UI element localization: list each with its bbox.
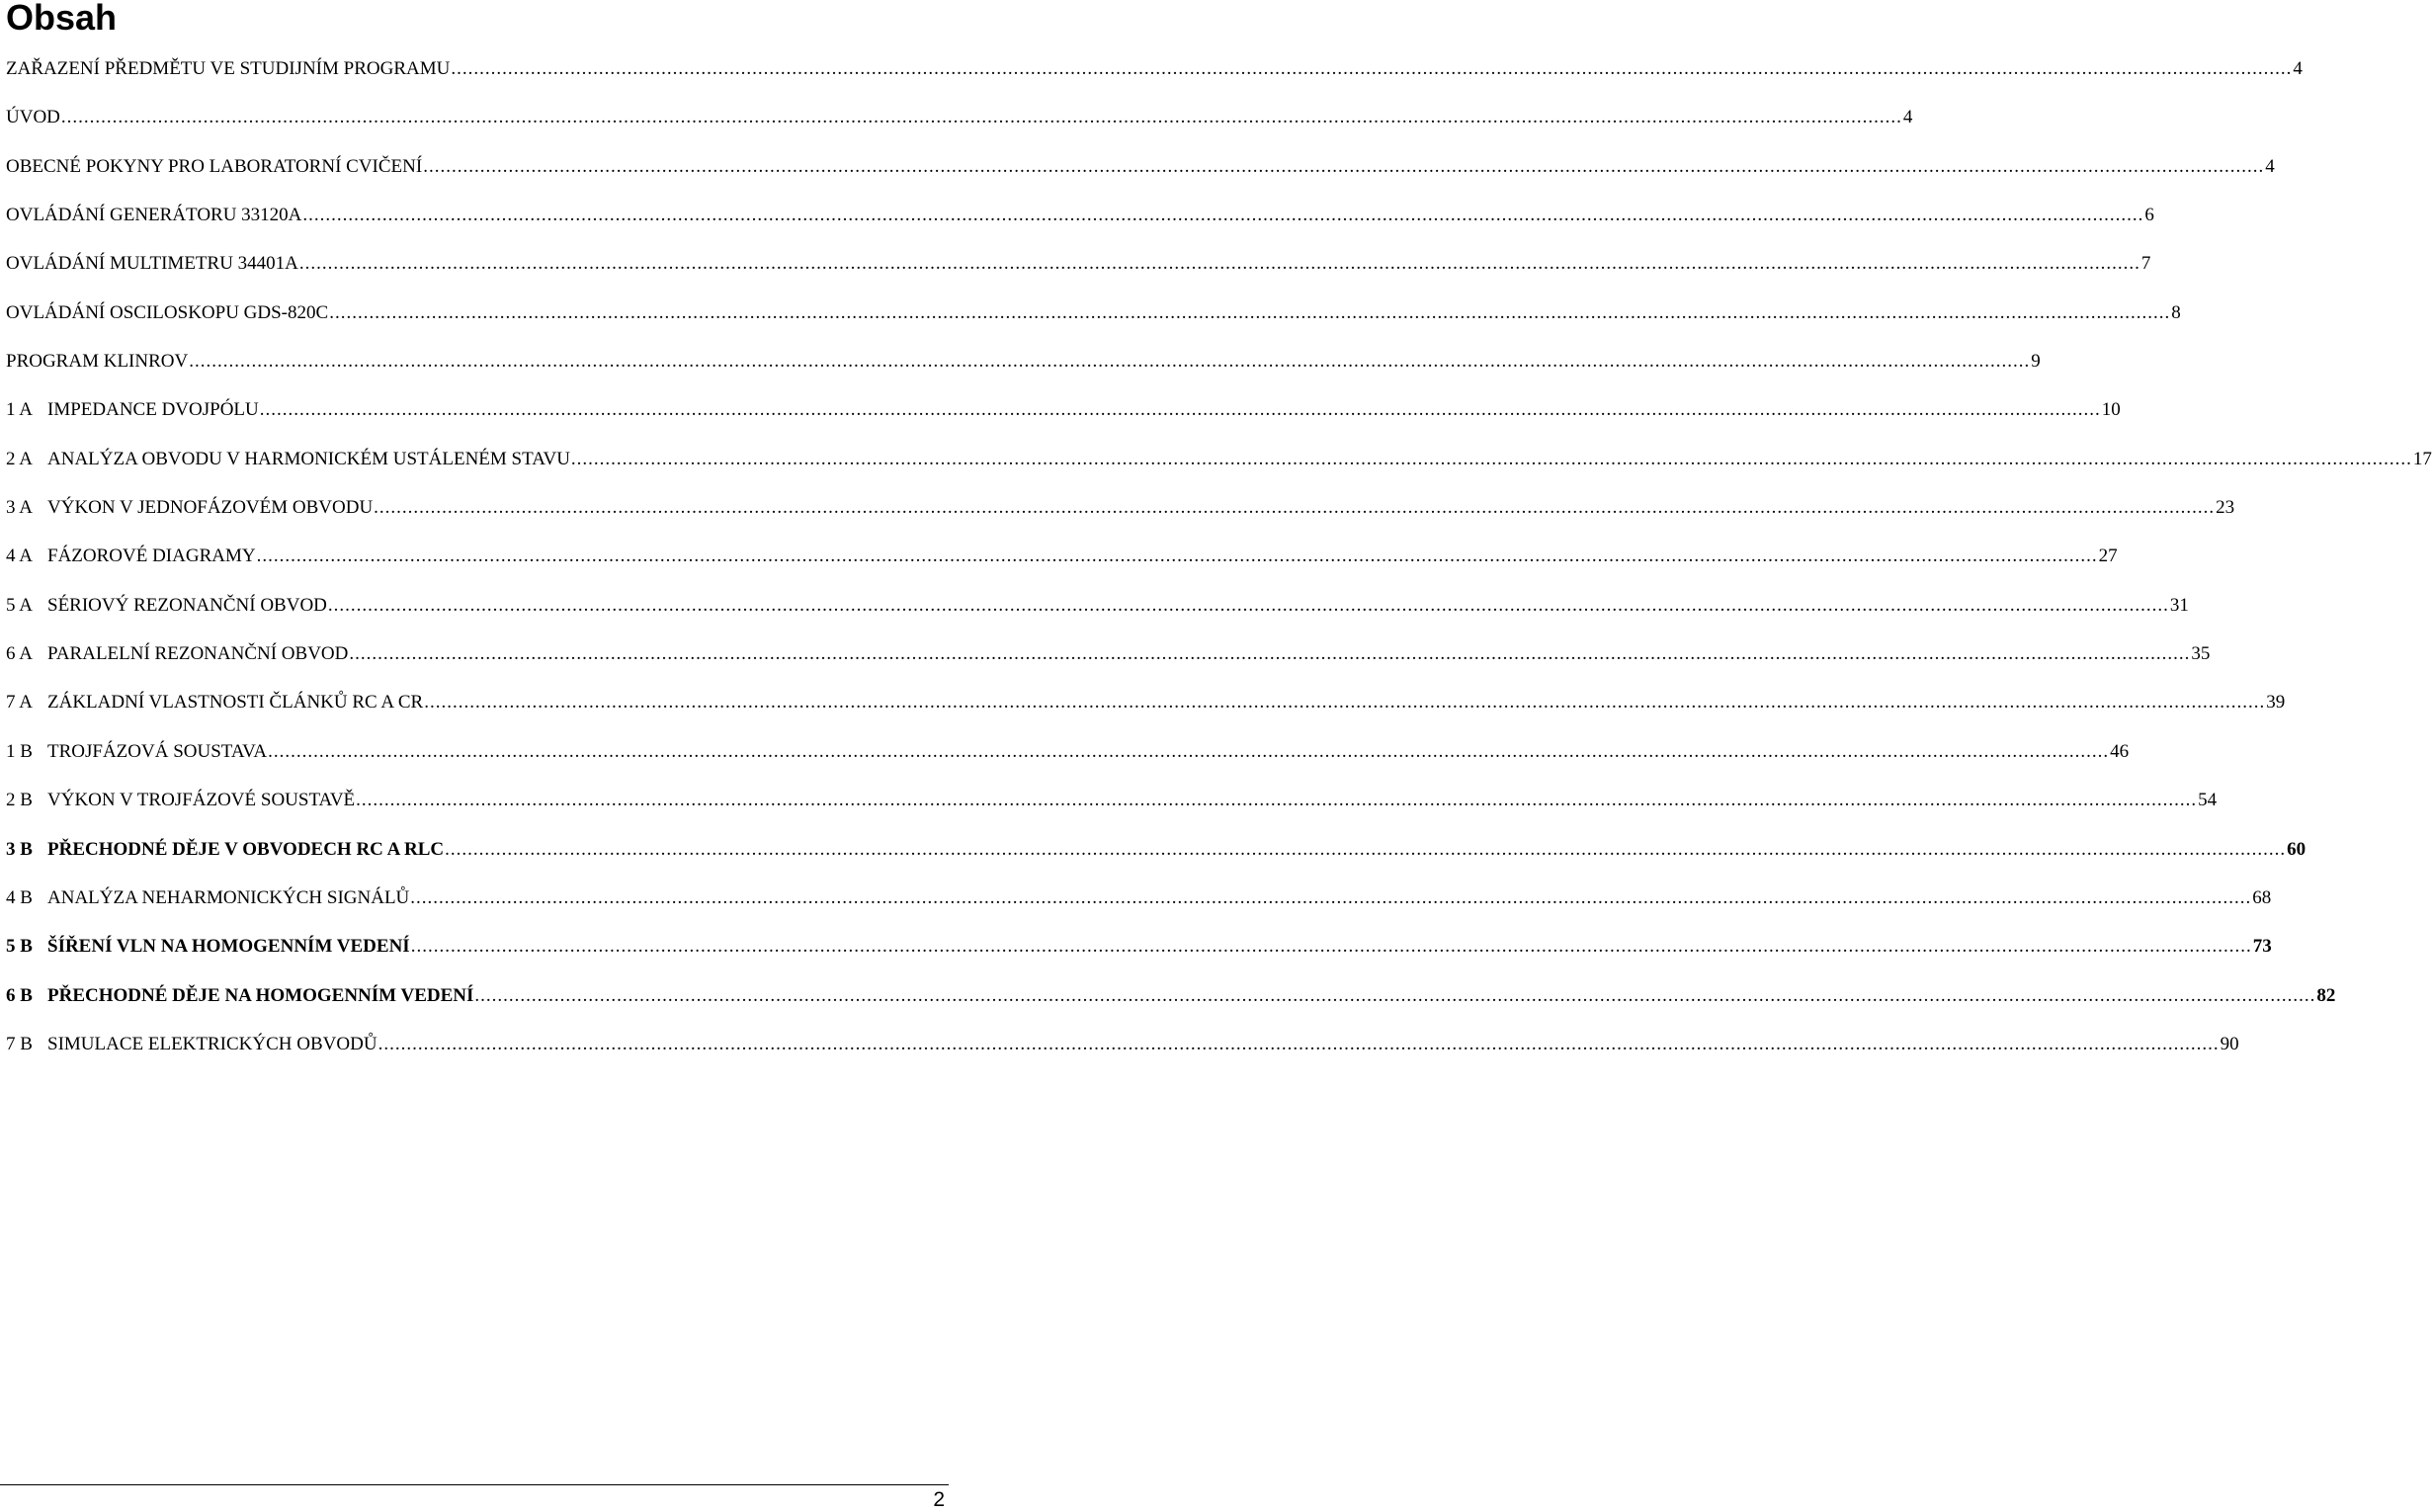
toc-entry-label: ŠÍŘENÍ VLN NA HOMOGENNÍM VEDENÍ bbox=[47, 936, 410, 958]
toc-entry-page-number: 10 bbox=[2101, 399, 2121, 421]
toc-entry[interactable] bbox=[6, 436, 2432, 484]
footer-divider bbox=[0, 1484, 949, 1485]
toc-entry-page-number: 7 bbox=[2140, 253, 2151, 275]
toc-dot-leader bbox=[451, 58, 2292, 80]
table-of-contents bbox=[6, 45, 2432, 1069]
toc-entry-label: SIMULACE ELEKTRICKÝCH OBVODŮ bbox=[47, 1033, 377, 1054]
toc-entry[interactable] bbox=[6, 1021, 2239, 1069]
toc-entry-page-number: 4 bbox=[2293, 58, 2303, 79]
toc-entry[interactable] bbox=[6, 386, 2121, 435]
toc-entry[interactable] bbox=[6, 192, 2154, 240]
toc-dot-leader bbox=[445, 839, 2286, 861]
toc-entry[interactable] bbox=[6, 533, 2118, 581]
toc-entry[interactable] bbox=[6, 240, 2151, 289]
toc-entry-number: 1 B bbox=[6, 740, 33, 762]
toc-entry-number: 2 A bbox=[6, 448, 33, 469]
toc-entry-label: OBECNÉ POKYNY PRO LABORATORNÍ CVIČENÍ bbox=[6, 155, 423, 177]
toc-entry-page-number: 17 bbox=[2412, 448, 2432, 469]
toc-entry-page-number: 8 bbox=[2171, 301, 2181, 323]
toc-entry-page-number: 4 bbox=[1902, 107, 1913, 128]
toc-entry[interactable] bbox=[6, 777, 2218, 825]
toc-entry-label: IMPEDANCE DVOJPÓLU bbox=[47, 399, 259, 421]
toc-entry-label: OVLÁDÁNÍ MULTIMETRU 34401A bbox=[6, 253, 298, 275]
toc-entry-page-number: 6 bbox=[2144, 205, 2154, 226]
toc-entry-label: PŘECHODNÉ DĚJE NA HOMOGENNÍM VEDENÍ bbox=[47, 984, 474, 1006]
toc-dot-leader bbox=[260, 399, 2101, 421]
toc-entry[interactable] bbox=[6, 923, 2272, 971]
toc-entry-label: ÚVOD bbox=[6, 107, 60, 128]
toc-entry-number: 4 A bbox=[6, 546, 33, 567]
toc-entry[interactable] bbox=[6, 45, 2303, 94]
toc-entry-page-number: 68 bbox=[2252, 886, 2272, 908]
toc-entry-number: 5 B bbox=[6, 936, 33, 958]
toc-dot-leader bbox=[374, 497, 2215, 519]
toc-dot-leader bbox=[61, 107, 1902, 128]
toc-entry-page-number: 4 bbox=[2265, 155, 2275, 177]
toc-entry-label: VÝKON V TROJFÁZOVÉ SOUSTAVĚ bbox=[47, 790, 356, 811]
toc-dot-leader bbox=[571, 449, 2412, 470]
toc-dot-leader bbox=[302, 205, 2143, 226]
toc-entry[interactable] bbox=[6, 826, 2306, 875]
toc-entry-label: ZAŘAZENÍ PŘEDMĚTU VE STUDIJNÍM PROGRAMU bbox=[6, 58, 451, 79]
toc-entry-label: FÁZOROVÉ DIAGRAMY bbox=[47, 546, 256, 567]
toc-dot-leader bbox=[474, 985, 2315, 1007]
toc-entry-page-number: 27 bbox=[2098, 546, 2118, 567]
toc-entry-number: 3 A bbox=[6, 497, 33, 519]
toc-entry[interactable] bbox=[6, 290, 2181, 338]
toc-dot-leader bbox=[299, 253, 2140, 275]
toc-dot-leader bbox=[189, 351, 2030, 373]
toc-dot-leader bbox=[329, 302, 2170, 324]
toc-entry-page-number: 54 bbox=[2198, 790, 2218, 811]
toc-dot-leader bbox=[423, 156, 2264, 178]
toc-entry-page-number: 46 bbox=[2110, 740, 2130, 762]
toc-dot-leader bbox=[328, 595, 2169, 617]
toc-entry[interactable] bbox=[6, 484, 2235, 533]
toc-entry-number: 5 A bbox=[6, 594, 33, 616]
toc-entry-number: 2 B bbox=[6, 790, 33, 811]
toc-entry-label: ZÁKLADNÍ VLASTNOSTI ČLÁNKŮ RC A CR bbox=[47, 692, 424, 714]
toc-entry[interactable] bbox=[6, 94, 1913, 142]
toc-entry[interactable] bbox=[6, 338, 2041, 386]
toc-entry-label: OVLÁDÁNÍ OSCILOSKOPU GDS-820C bbox=[6, 301, 329, 323]
toc-entry[interactable] bbox=[6, 972, 2336, 1021]
toc-entry-page-number: 23 bbox=[2216, 497, 2235, 519]
toc-entry-label: PARALELNÍ REZONANČNÍ OBVOD bbox=[47, 643, 349, 665]
toc-entry[interactable] bbox=[6, 679, 2286, 727]
toc-entry-label: PŘECHODNÉ DĚJE V OBVODECH RC A RLC bbox=[47, 838, 445, 860]
toc-entry-label: ANALÝZA OBVODU V HARMONICKÉM USTÁLENÉM STAVU bbox=[47, 448, 570, 469]
toc-entry-number: 6 A bbox=[6, 643, 33, 665]
toc-entry-number: 6 B bbox=[6, 984, 33, 1006]
toc-entry-label: TROJFÁZOVÁ SOUSTAVA bbox=[47, 740, 268, 762]
toc-entry-number: 7 B bbox=[6, 1033, 33, 1054]
toc-dot-leader bbox=[411, 936, 2252, 958]
toc-entry-number: 3 B bbox=[6, 838, 33, 860]
toc-entry-page-number: 9 bbox=[2031, 351, 2041, 373]
toc-entry-page-number: 90 bbox=[2220, 1033, 2239, 1054]
toc-entry-label: PROGRAM KLINROV bbox=[6, 351, 189, 373]
toc-entry[interactable] bbox=[6, 630, 2211, 679]
toc-entry-number: 1 A bbox=[6, 399, 33, 421]
toc-entry[interactable] bbox=[6, 875, 2272, 923]
toc-entry[interactable] bbox=[6, 143, 2275, 192]
toc-dot-leader bbox=[268, 741, 2109, 763]
page-number: 2 bbox=[933, 1488, 945, 1511]
toc-entry[interactable] bbox=[6, 582, 2189, 630]
toc-dot-leader bbox=[257, 546, 2098, 567]
toc-entry-number: 4 B bbox=[6, 886, 33, 908]
toc-dot-leader bbox=[378, 1034, 2220, 1055]
toc-entry-label: OVLÁDÁNÍ GENERÁTORU 33120A bbox=[6, 205, 302, 226]
toc-entry-page-number: 60 bbox=[2287, 838, 2306, 860]
toc-entry-page-number: 39 bbox=[2266, 692, 2286, 714]
toc-dot-leader bbox=[410, 887, 2251, 909]
toc-dot-leader bbox=[424, 692, 2265, 714]
toc-entry-page-number: 82 bbox=[2316, 984, 2336, 1006]
toc-entry-page-number: 73 bbox=[2252, 936, 2272, 958]
toc-entry-label: SÉRIOVÝ REZONANČNÍ OBVOD bbox=[47, 594, 327, 616]
toc-entry-page-number: 31 bbox=[2169, 594, 2189, 616]
toc-entry[interactable] bbox=[6, 728, 2130, 777]
toc-dot-leader bbox=[349, 643, 2190, 665]
toc-entry-page-number: 35 bbox=[2191, 643, 2211, 665]
page-title: Obsah bbox=[6, 0, 118, 38]
toc-entry-label: ANALÝZA NEHARMONICKÝCH SIGNÁLŮ bbox=[47, 886, 410, 908]
toc-dot-leader bbox=[356, 790, 2197, 811]
toc-entry-number: 7 A bbox=[6, 692, 33, 714]
toc-entry-label: VÝKON V JEDNOFÁZOVÉM OBVODU bbox=[47, 497, 374, 519]
